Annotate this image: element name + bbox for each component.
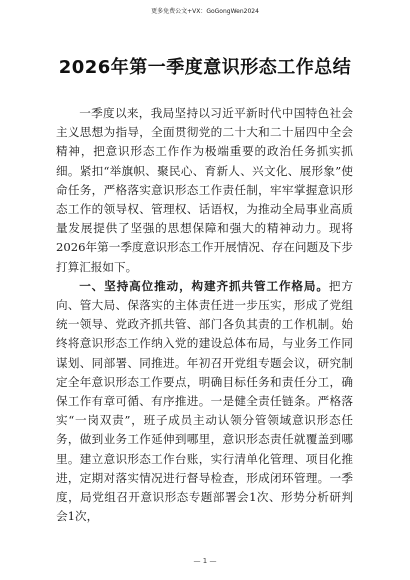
section-heading: 一、坚持高位推动，构建齐抓共管工作格局。 — [79, 278, 329, 293]
page-number: — 1 — — [193, 557, 217, 565]
header-note: 更多免费公文+VX：GoGongWen2024 — [151, 8, 259, 15]
section-body: 把方向、管大局、保落实的主体责任进一步压实，形成了党组统一领导、党政齐抓共管、部门各负其责的工作机制。始终将意识形态工作纳入党的建设总体布局，与业务工作同谋划、同部署、同推进。年初召开党组专题会议，研究制定全年意识形态工作要点，明确目标任务和责任分工，确保工作有章可循、有序推进。一是健全责任链条。严格落实“一岗双责”，班子成员主动认领分管领域意识形态任务，做到业务工作延伸到哪里，意识形态责任就覆盖到哪里。建立意识形态工作台账，实行清单化管理、项目化推进，定期对落实情况进行督导检查，形成闭环管理。一季度，局党组召开意识形态专题部署会1次、形势分析研判会1次， — [56, 278, 353, 524]
document-title: 2026年第一季度意识形态工作总结 — [58, 57, 352, 78]
intro-paragraph: 一季度以来，我局坚持以习近平新时代中国特色社会主义思想为指导，全面贯彻党的二十大和二十届四中全会精神，把意识形态工作作为极端重要的政治任务抓实抓细。紧扣“举旗帜、聚民心、育新人、兴文化、展形象”使命任务，严格落实意识形态工作责任制，牢牢掌握意识形态工作的领导权、管理权、话语权，为推动全局事业高质量发展提供了坚强的思想保障和强大的精神动力。现将2026年第一季度意识形态工作开展情况、存在问题及下步打算汇报如下。 — [56, 106, 353, 274]
section-paragraph — [56, 277, 353, 527]
document-body — [56, 104, 353, 526]
